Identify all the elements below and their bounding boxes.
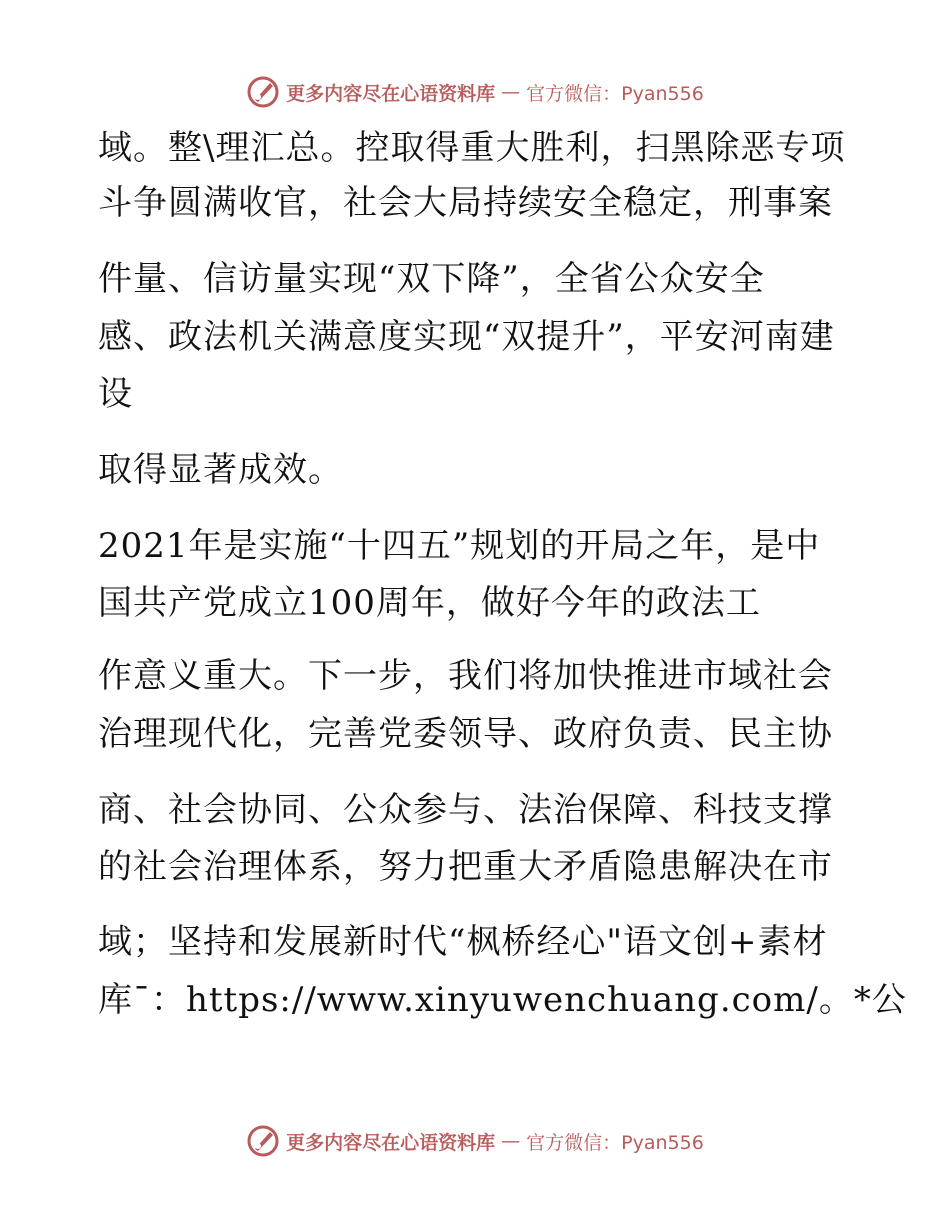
body-line: 作意义重大。下一步，我们将加快推进市域社会 <box>98 656 833 696</box>
watermark-title: 更多内容尽在心语资料库 <box>286 1131 496 1154</box>
body-line: 取得显著成效。 <box>98 450 343 490</box>
quill-seal-icon <box>246 1124 280 1158</box>
body-line: 国共产党成立100周年，做好今年的政法工 <box>98 583 761 623</box>
body-line: 感、政法机关满意度实现“双提升”，平安河南建 <box>98 317 835 357</box>
body-line: 域。整\理汇总。控取得重大胜利，扫黑除恶专项 <box>98 128 846 168</box>
body-line: 库¯：https://www.xinyuwenchuang.com/。*公 <box>98 980 907 1020</box>
watermark-contact: 官方微信：Pyan556 <box>526 1131 704 1154</box>
quill-seal-icon <box>246 75 280 109</box>
watermark-separator: — <box>501 81 521 103</box>
body-line: 设 <box>98 374 133 414</box>
body-line: 的社会治理体系，努力把重大矛盾隐患解决在市 <box>98 847 833 887</box>
body-line: 域；坚持和发展新时代“枫桥经心"语文创+素材 <box>98 922 828 962</box>
body-line: 斗争圆满收官，社会大局持续安全稳定，刑事案 <box>98 183 833 223</box>
watermark-contact: 官方微信：Pyan556 <box>526 82 704 105</box>
footer-watermark <box>0 1121 950 1161</box>
header-watermark <box>0 72 950 112</box>
body-line: 治理现代化，完善党委领导、政府负责、民主协 <box>98 714 833 754</box>
watermark-title: 更多内容尽在心语资料库 <box>286 82 496 105</box>
body-line: 2021年是实施“十四五”规划的开局之年，是中 <box>98 526 821 566</box>
body-line: 件量、信访量实现“双下降”，全省公众安全 <box>98 259 765 299</box>
body-line: 商、社会协同、公众参与、法治保障、科技支撑 <box>98 790 833 830</box>
watermark-separator: — <box>501 1130 521 1152</box>
